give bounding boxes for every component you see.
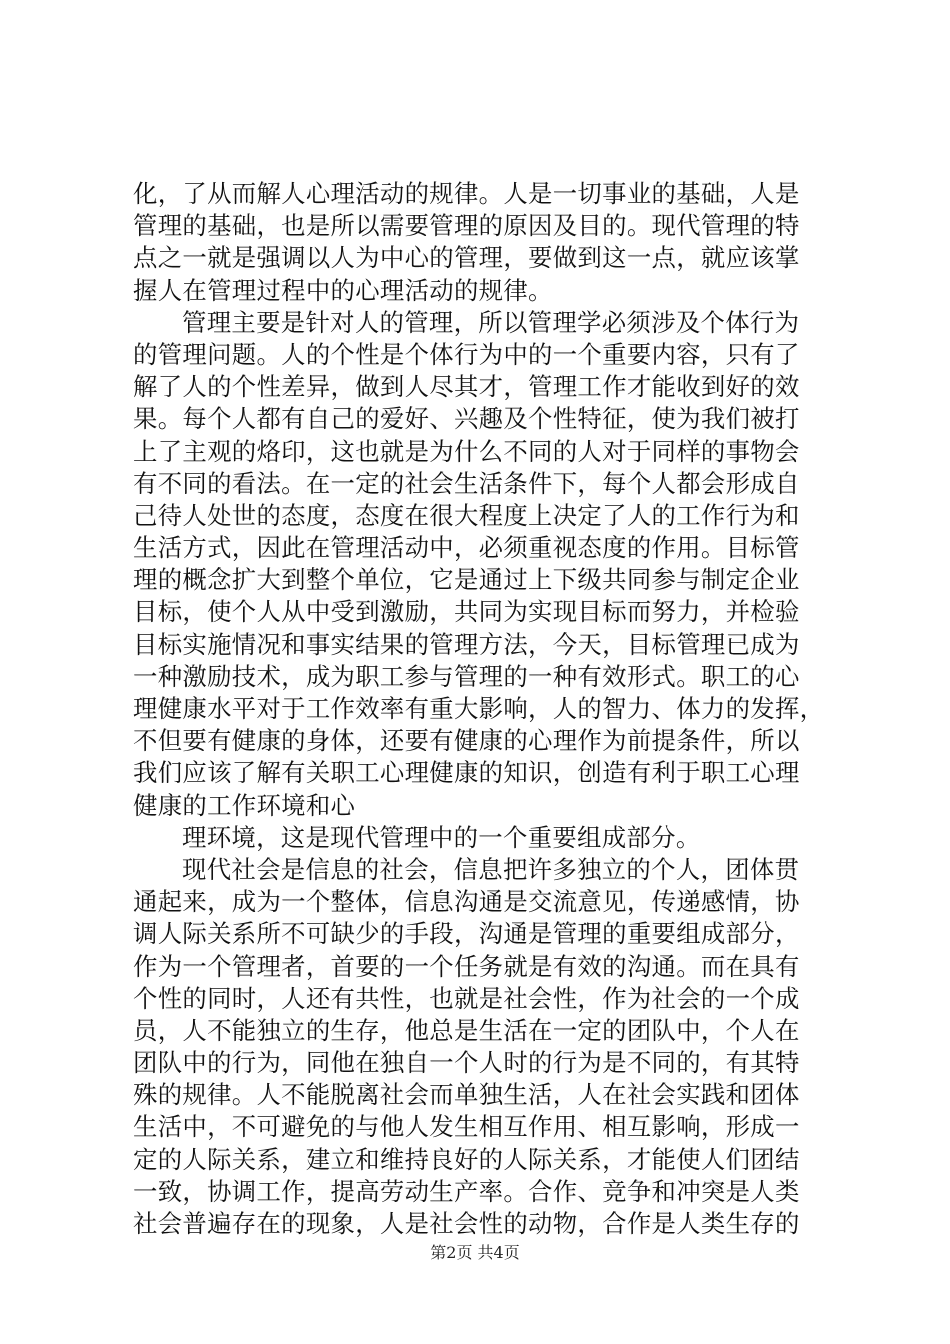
- text-line: 果。每个人都有自己的爱好、兴趣及个性特征，使为我们被打: [133, 404, 800, 434]
- text-line: 个性的同时，人还有共性，也就是社会性，作为社会的一个成: [133, 983, 800, 1013]
- text-line: 目标实施情况和事实结果的管理方法，今天，目标管理已成为: [133, 629, 800, 659]
- text-line: 现代社会是信息的社会，信息把许多独立的个人，团体贯: [182, 854, 800, 884]
- text-line: 一致，协调工作，提高劳动生产率。合作、竞争和冲突是人类: [133, 1176, 800, 1206]
- text-line: 理健康水平对于工作效率有重大影响，人的智力、体力的发挥，: [133, 694, 825, 723]
- text-line: 社会普遍存在的现象，人是社会性的动物，合作是人类生存的: [133, 1209, 800, 1238]
- text-line: 化，了从而解人心理活动的规律。人是一切事业的基础，人是: [133, 179, 800, 208]
- text-line: 理环境，这是现代管理中的一个重要组成部分。: [182, 822, 701, 852]
- text-line: 作为一个管理者，首要的一个任务就是有效的沟通。而在具有: [133, 951, 800, 981]
- text-line: 健康的工作环境和心: [133, 790, 356, 820]
- page-number-label: 第2页 共4页: [430, 1243, 520, 1262]
- text-line: 管理主要是针对人的管理，所以管理学必须涉及个体行为: [182, 307, 800, 337]
- page-footer: [0, 1243, 950, 1263]
- text-line: 通起来，成为一个整体，信息沟通是交流意见，传递感情，协: [133, 887, 800, 917]
- document-body: [133, 178, 833, 1240]
- text-line: 我们应该了解有关职工心理健康的知识，创造有利于职工心理: [133, 758, 800, 788]
- text-line: 员，人不能独立的生存，他总是生活在一定的团队中，个人在: [133, 1015, 800, 1045]
- text-line: 的管理问题。人的个性是个体行为中的一个重要内容，只有了: [133, 339, 800, 369]
- text-line: 殊的规律。人不能脱离社会而单独生活，人在社会实践和团体: [133, 1080, 800, 1110]
- text-line: 生活方式，因此在管理活动中，必须重视态度的作用。目标管: [133, 533, 800, 563]
- text-line: 己待人处世的态度，态度在很大程度上决定了人的工作行为和: [133, 500, 800, 530]
- text-line: 解了人的个性差异，做到人尽其才，管理工作才能收到好的效: [133, 372, 800, 402]
- text-line: 团队中的行为，同他在独自一个人时的行为是不同的，有其特: [133, 1048, 800, 1078]
- text-line: 点之一就是强调以人为中心的管理，要做到这一点，就应该掌: [133, 243, 800, 273]
- text-line: 调人际关系所不可缺少的手段，沟通是管理的重要组成部分，: [133, 919, 800, 949]
- text-line: 一种激励技术，成为职工参与管理的一种有效形式。职工的心: [133, 661, 800, 691]
- paragraph: [133, 822, 833, 854]
- paragraph: [133, 178, 833, 307]
- text-line: 不但要有健康的身体，还要有健康的心理作为前提条件，所以: [133, 726, 800, 756]
- text-line: 握人在管理过程中的心理活动的规律。: [133, 275, 553, 305]
- text-line: 理的概念扩大到整个单位，它是通过上下级共同参与制定企业: [133, 565, 800, 595]
- text-line: 定的人际关系，建立和维持良好的人际关系，才能使人们团结: [133, 1144, 800, 1174]
- text-line: 生活中，不可避免的与他人发生相互作用、相互影响，形成一: [133, 1112, 800, 1142]
- text-line: 管理的基础，也是所以需要管理的原因及目的。现代管理的特: [133, 211, 800, 241]
- text-line: 目标，使个人从中受到激励，共同为实现目标而努力，并检验: [133, 597, 800, 627]
- text-line: 有不同的看法。在一定的社会生活条件下，每个人都会形成自: [133, 468, 800, 498]
- paragraph: [133, 307, 833, 822]
- paragraph: [133, 854, 833, 1240]
- text-line: 上了主观的烙印，这也就是为什么不同的人对于同样的事物会: [133, 436, 800, 466]
